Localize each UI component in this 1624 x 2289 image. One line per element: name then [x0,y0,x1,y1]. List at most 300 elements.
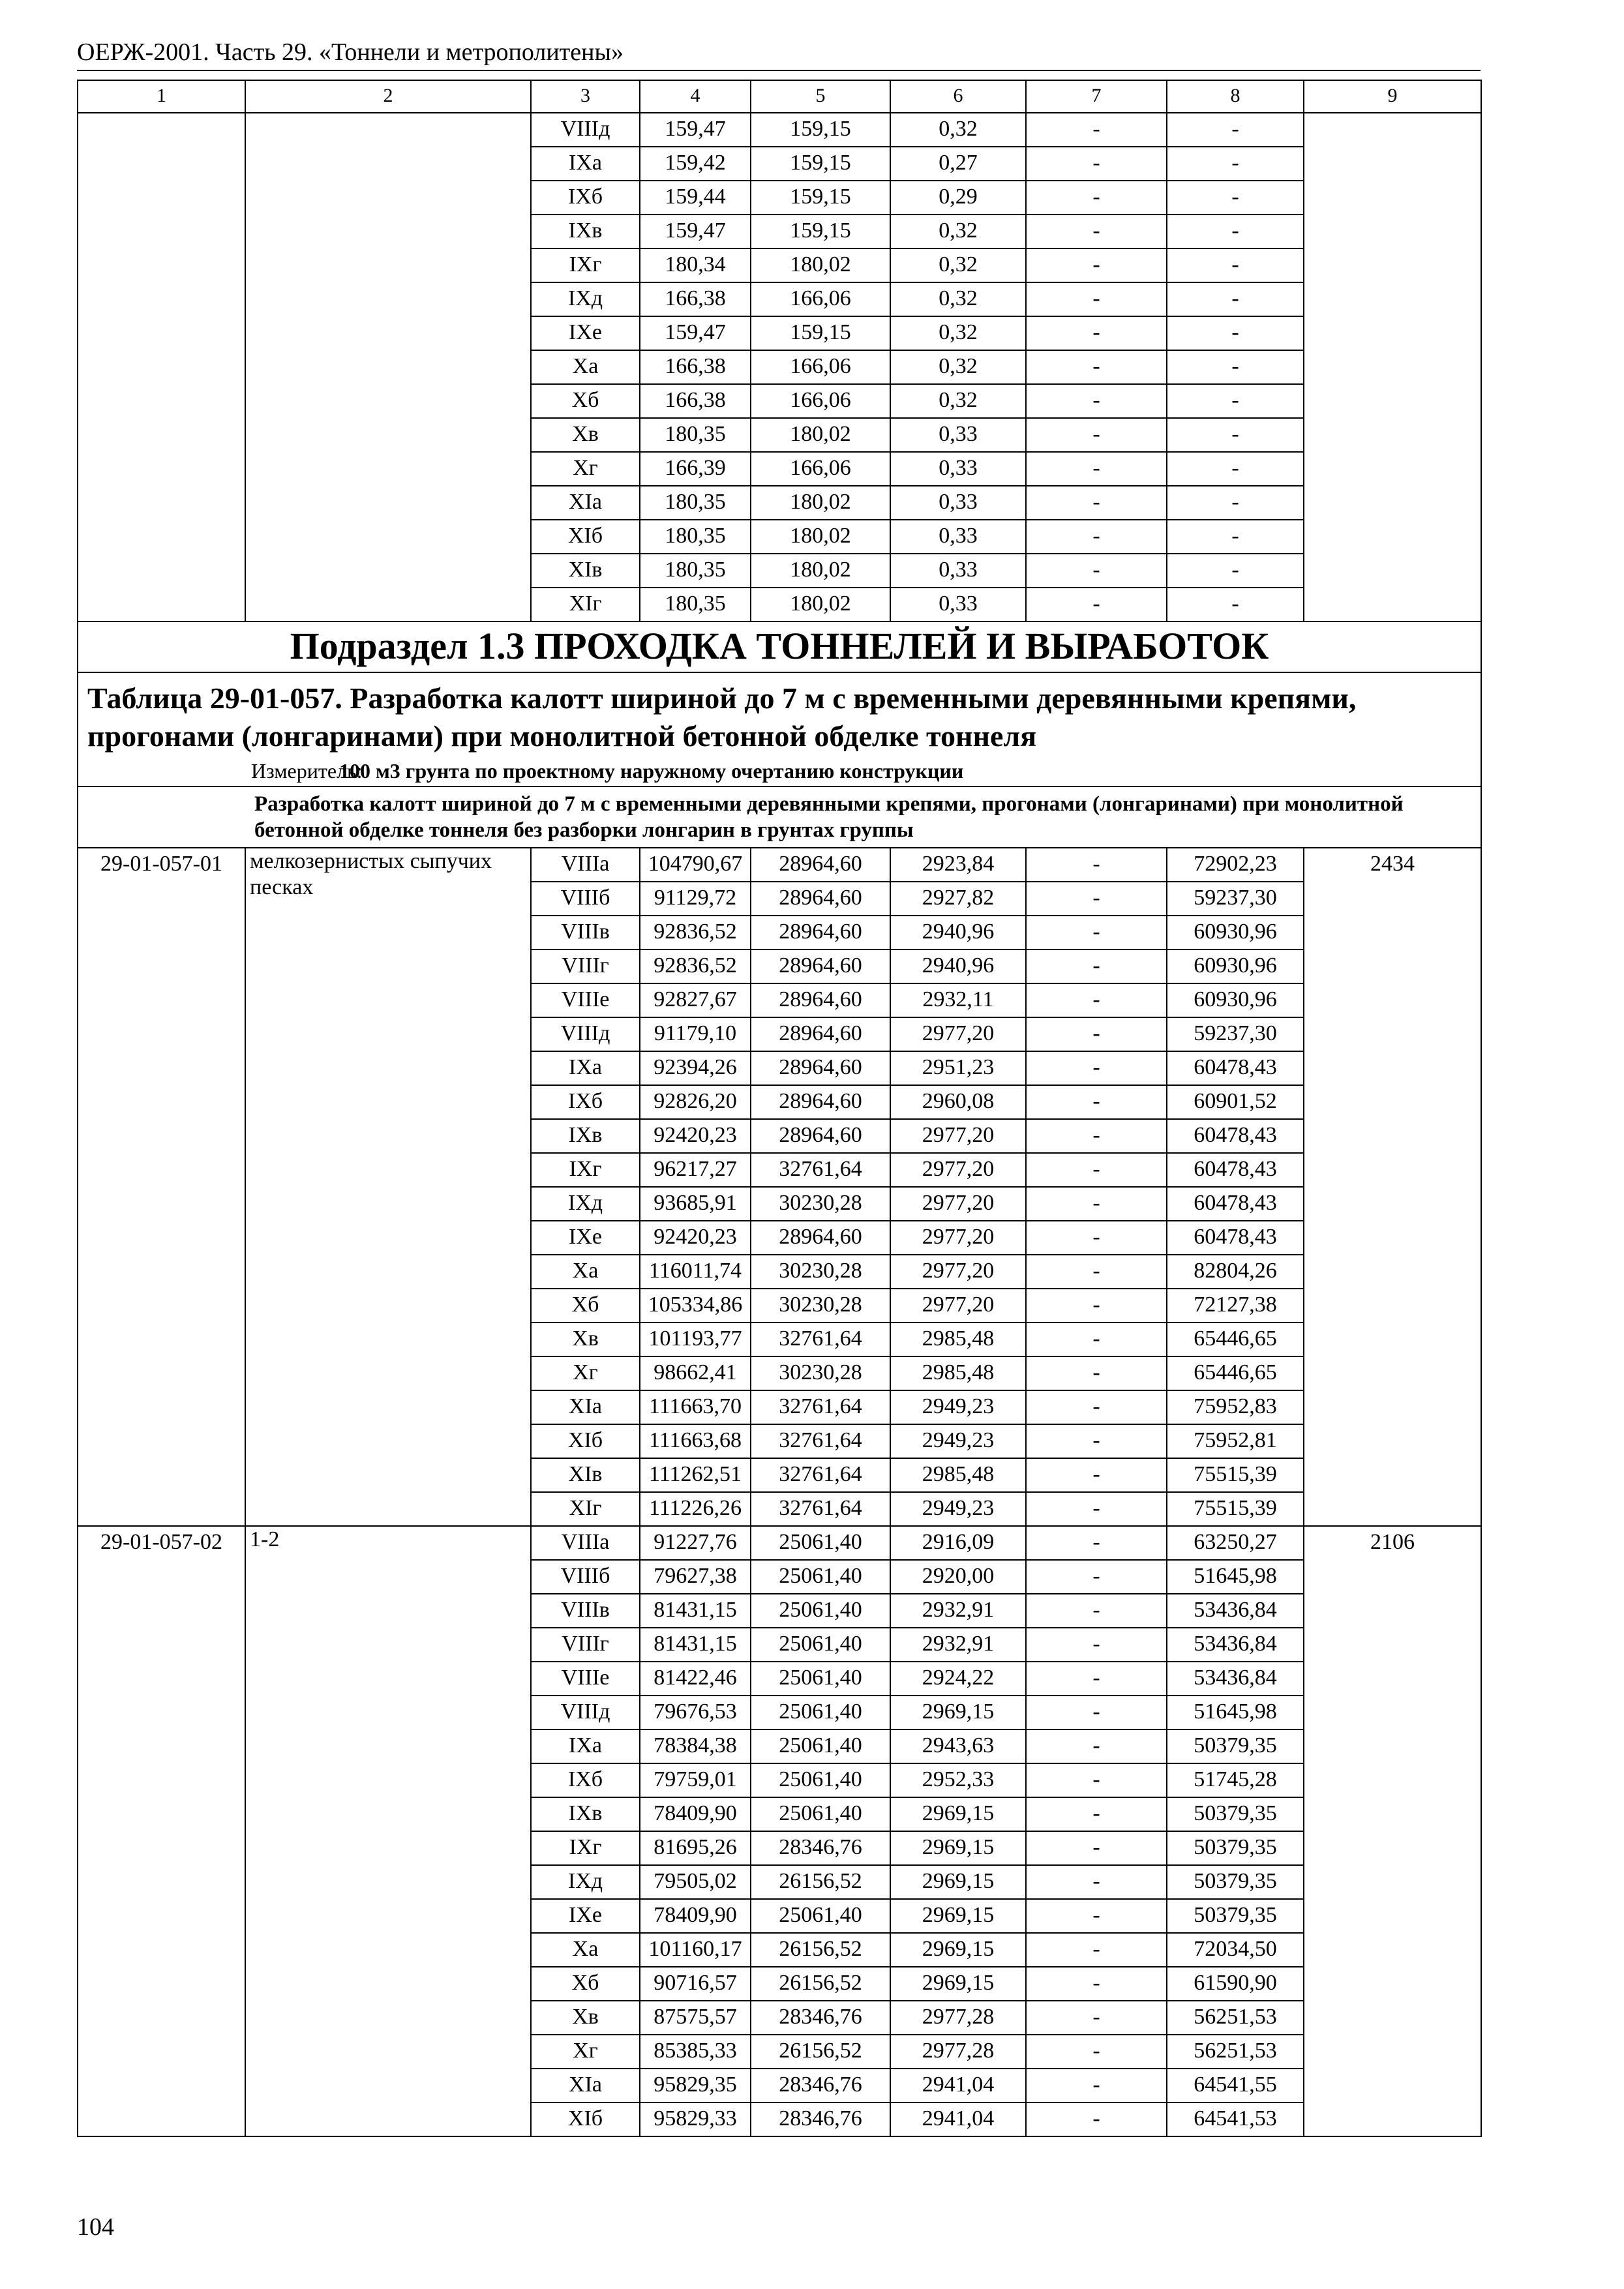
value-cell: 111663,68 [640,1424,751,1458]
value-cell: 25061,40 [751,1696,890,1729]
value-cell: 180,34 [640,248,751,282]
value-cell: 51645,98 [1167,1696,1304,1729]
value-cell: 53436,84 [1167,1594,1304,1628]
value-cell: - [1167,316,1304,350]
value-cell: 28964,60 [751,882,890,916]
value-cell: Xб [531,1967,640,2001]
value-cell: - [1167,588,1304,621]
value-cell: 28964,60 [751,1119,890,1153]
value-cell: 28346,76 [751,2102,890,2136]
value-cell: 2920,00 [890,1560,1026,1594]
table-row [78,848,1481,882]
value-cell: - [1026,248,1167,282]
value-cell: 2977,20 [890,1221,1026,1255]
value-cell: 59237,30 [1167,1017,1304,1051]
value-cell: 2969,15 [890,1967,1026,2001]
value-cell: 28964,60 [751,950,890,983]
value-cell: 166,38 [640,384,751,418]
value-cell: 28964,60 [751,983,890,1017]
value-cell: - [1026,882,1167,916]
value-cell: 65446,65 [1167,1323,1304,1356]
value-cell: 105334,86 [640,1289,751,1323]
value-cell: - [1026,215,1167,248]
value-cell: IXв [531,1119,640,1153]
value-cell: VIIIд [531,1017,640,1051]
value-cell: 61590,90 [1167,1967,1304,2001]
value-cell: IXг [531,1831,640,1865]
value-cell: 180,02 [751,588,890,621]
value-cell: 32761,64 [751,1323,890,1356]
value-cell: 28964,60 [751,1085,890,1119]
value-cell: - [1026,1221,1167,1255]
value-cell: Xа [531,1933,640,1967]
measure-value: 100 м3 грунта по проектному наружному очертанию конструкции [339,759,964,783]
rates-table [77,80,1482,2137]
value-cell: 159,47 [640,215,751,248]
value-cell: - [1026,1051,1167,1085]
value-cell: - [1167,248,1304,282]
value-cell: 64541,55 [1167,2069,1304,2102]
value-cell: 0,32 [890,248,1026,282]
code-cell: 29-01-057-01 [78,848,245,1526]
value-cell: 32761,64 [751,1424,890,1458]
value-cell: 25061,40 [751,1899,890,1933]
value-cell: 2977,20 [890,1289,1026,1323]
value-cell: Xв [531,418,640,452]
value-cell: 28964,60 [751,1221,890,1255]
value-cell: 79627,38 [640,1560,751,1594]
value-cell: XIв [531,554,640,588]
column-number-cell: 3 [531,80,640,113]
value-cell: Xг [531,1356,640,1390]
value-cell: - [1167,147,1304,181]
value-cell: 2916,09 [890,1526,1026,1560]
value-cell: 60930,96 [1167,916,1304,950]
value-cell: 2952,33 [890,1763,1026,1797]
value-cell: 180,35 [640,486,751,520]
value-cell: 26156,52 [751,1933,890,1967]
value-cell: - [1026,554,1167,588]
value-cell: - [1026,1933,1167,1967]
value-cell: - [1026,1662,1167,1696]
value-cell: 159,15 [751,316,890,350]
column-number-cell: 7 [1026,80,1167,113]
column-number-cell: 8 [1167,80,1304,113]
value-cell: IXб [531,1085,640,1119]
value-cell: 0,32 [890,215,1026,248]
column-number-cell: 6 [890,80,1026,113]
value-cell: 25061,40 [751,1763,890,1797]
col9-cell: 2434 [1304,848,1481,1526]
value-cell: XIа [531,2069,640,2102]
value-cell: 26156,52 [751,1967,890,2001]
name-cell-empty [245,113,531,621]
value-cell: 2943,63 [890,1729,1026,1763]
value-cell: Xв [531,1323,640,1356]
value-cell: - [1026,418,1167,452]
value-cell: - [1026,1187,1167,1221]
value-cell: IXе [531,316,640,350]
value-cell: 0,33 [890,588,1026,621]
value-cell: 101160,17 [640,1933,751,1967]
value-cell: - [1026,1696,1167,1729]
value-cell: 0,32 [890,282,1026,316]
value-cell: 2924,22 [890,1662,1026,1696]
value-cell: IXа [531,1051,640,1085]
value-cell: VIIIг [531,1628,640,1662]
value-cell: VIIIб [531,882,640,916]
value-cell: 166,06 [751,350,890,384]
value-cell: 79676,53 [640,1696,751,1729]
value-cell: 95829,33 [640,2102,751,2136]
name-cell: 1-2 [245,1526,531,2136]
value-cell: 63250,27 [1167,1526,1304,1560]
value-cell: - [1167,452,1304,486]
value-cell: 2932,91 [890,1594,1026,1628]
value-cell: 2969,15 [890,1933,1026,1967]
value-cell: 0,32 [890,384,1026,418]
value-cell: Xв [531,2001,640,2035]
value-cell: 75952,81 [1167,1424,1304,1458]
value-cell: 2977,28 [890,2035,1026,2069]
table-title-row [78,672,1481,758]
value-cell: - [1026,1831,1167,1865]
value-cell: IXе [531,1221,640,1255]
value-cell: - [1026,486,1167,520]
value-cell: - [1026,1628,1167,1662]
value-cell: - [1026,1763,1167,1797]
value-cell: VIIIе [531,983,640,1017]
value-cell: 166,39 [640,452,751,486]
value-cell: - [1167,181,1304,215]
value-cell: - [1026,1085,1167,1119]
value-cell: 101193,77 [640,1323,751,1356]
header-rule [77,70,1481,71]
value-cell: - [1026,316,1167,350]
value-cell: - [1026,2001,1167,2035]
value-cell: - [1026,1492,1167,1526]
value-cell: - [1026,147,1167,181]
value-cell: 92394,26 [640,1051,751,1085]
value-cell: 116011,74 [640,1255,751,1289]
value-cell: - [1026,1119,1167,1153]
value-cell: XIа [531,1390,640,1424]
value-cell: 180,35 [640,418,751,452]
value-cell: 81431,15 [640,1594,751,1628]
value-cell: 28346,76 [751,1831,890,1865]
value-cell: 60901,52 [1167,1085,1304,1119]
value-cell: 91179,10 [640,1017,751,1051]
measure-row [78,758,1481,786]
value-cell: 104790,67 [640,848,751,882]
value-cell: IXв [531,215,640,248]
value-cell: Xг [531,452,640,486]
value-cell: 180,02 [751,554,890,588]
value-cell: 85385,33 [640,2035,751,2069]
value-cell: IXа [531,147,640,181]
value-cell: 2977,28 [890,2001,1026,2035]
value-cell: - [1026,1560,1167,1594]
value-cell: 2932,91 [890,1628,1026,1662]
value-cell: 180,02 [751,486,890,520]
value-cell: - [1026,1458,1167,1492]
value-cell: 180,35 [640,520,751,554]
value-cell: 166,06 [751,384,890,418]
value-cell: 92826,20 [640,1085,751,1119]
value-cell: - [1026,1356,1167,1390]
value-cell: 30230,28 [751,1289,890,1323]
value-cell: 26156,52 [751,2035,890,2069]
value-cell: 159,44 [640,181,751,215]
value-cell: 50379,35 [1167,1865,1304,1899]
value-cell: - [1167,554,1304,588]
value-cell: 2977,20 [890,1017,1026,1051]
value-cell: 2977,20 [890,1119,1026,1153]
column-number-row [78,80,1481,113]
value-cell: 53436,84 [1167,1662,1304,1696]
page-header-title: ОЕРЖ-2001. Часть 29. «Тоннели и метрополитены» [77,38,624,66]
value-cell: XIб [531,1424,640,1458]
value-cell: - [1026,2069,1167,2102]
subsection-row [78,621,1481,672]
value-cell: 2923,84 [890,848,1026,882]
value-cell: Xб [531,1289,640,1323]
value-cell: 32761,64 [751,1153,890,1187]
value-cell: 30230,28 [751,1255,890,1289]
value-cell: - [1026,1323,1167,1356]
group-description: Разработка калотт шириной до 7 м с временными деревянными крепями, прогонами (лонгаринами) при монолитной бетонной обделке тоннеля без разборки лонгарин в грунтах группы [78,786,1481,848]
value-cell: 32761,64 [751,1492,890,1526]
value-cell: 2949,23 [890,1492,1026,1526]
value-cell: - [1026,1526,1167,1560]
value-cell: 0,27 [890,147,1026,181]
value-cell: 166,06 [751,282,890,316]
value-cell: 91129,72 [640,882,751,916]
value-cell: 56251,53 [1167,2001,1304,2035]
value-cell: 91227,76 [640,1526,751,1560]
value-cell: - [1167,350,1304,384]
value-cell: 51645,98 [1167,1560,1304,1594]
value-cell: 30230,28 [751,1187,890,1221]
column-number-cell: 2 [245,80,531,113]
value-cell: IXд [531,1865,640,1899]
value-cell: 25061,40 [751,1526,890,1560]
value-cell: 159,15 [751,147,890,181]
value-cell: 2985,48 [890,1458,1026,1492]
col9-cell: 2106 [1304,1526,1481,2136]
value-cell: 25061,40 [751,1662,890,1696]
value-cell: IXб [531,181,640,215]
value-cell: 26156,52 [751,1865,890,1899]
value-cell: - [1026,1797,1167,1831]
value-cell: 0,32 [890,113,1026,147]
column-number-cell: 1 [78,80,245,113]
value-cell: VIIIа [531,1526,640,1560]
value-cell: XIа [531,486,640,520]
subsection-title: Подраздел 1.3 ПРОХОДКА ТОННЕЛЕЙ И ВЫРАБОТОК [78,621,1481,672]
value-cell: - [1026,1899,1167,1933]
value-cell: - [1026,2102,1167,2136]
value-cell: 2985,48 [890,1323,1026,1356]
value-cell: 180,02 [751,418,890,452]
value-cell: 79505,02 [640,1865,751,1899]
value-cell: 166,06 [751,452,890,486]
value-cell: 30230,28 [751,1356,890,1390]
value-cell: 2949,23 [890,1424,1026,1458]
value-cell: - [1167,384,1304,418]
value-cell: - [1026,588,1167,621]
value-cell: 166,38 [640,350,751,384]
value-cell: 159,15 [751,181,890,215]
value-cell: 75952,83 [1167,1390,1304,1424]
value-cell: XIг [531,588,640,621]
value-cell: VIIIд [531,1696,640,1729]
value-cell: 159,47 [640,316,751,350]
value-cell: - [1167,215,1304,248]
value-cell: 0,32 [890,350,1026,384]
value-cell: 0,33 [890,554,1026,588]
rates-table-body [78,80,1481,2136]
value-cell: - [1026,384,1167,418]
value-cell: 72902,23 [1167,848,1304,882]
value-cell: 81422,46 [640,1662,751,1696]
value-cell: 32761,64 [751,1458,890,1492]
column-number-cell: 9 [1304,80,1481,113]
value-cell: - [1167,418,1304,452]
value-cell: 2977,20 [890,1255,1026,1289]
value-cell: 25061,40 [751,1797,890,1831]
value-cell: 2940,96 [890,916,1026,950]
value-cell: 92836,52 [640,950,751,983]
value-cell: 25061,40 [751,1628,890,1662]
value-cell: - [1026,1289,1167,1323]
value-cell: 2927,82 [890,882,1026,916]
value-cell: 2969,15 [890,1831,1026,1865]
value-cell: 25061,40 [751,1560,890,1594]
value-cell: 2932,11 [890,983,1026,1017]
value-cell: 75515,39 [1167,1492,1304,1526]
value-cell: 180,35 [640,554,751,588]
value-cell: VIIIд [531,113,640,147]
value-cell: 0,33 [890,486,1026,520]
value-cell: - [1026,950,1167,983]
value-cell: XIб [531,520,640,554]
value-cell: 28346,76 [751,2069,890,2102]
value-cell: - [1167,486,1304,520]
value-cell: 2960,08 [890,1085,1026,1119]
value-cell: 180,02 [751,248,890,282]
value-cell: 2949,23 [890,1390,1026,1424]
value-cell: IXд [531,282,640,316]
value-cell: 50379,35 [1167,1899,1304,1933]
value-cell: Xб [531,384,640,418]
measure-cell [78,758,1481,786]
value-cell: VIIIг [531,950,640,983]
value-cell: - [1026,350,1167,384]
value-cell: 2941,04 [890,2102,1026,2136]
value-cell: - [1026,1255,1167,1289]
table-row [78,1526,1481,1560]
value-cell: - [1026,916,1167,950]
group-description-row [78,786,1481,848]
value-cell: 60930,96 [1167,950,1304,983]
value-cell: - [1026,2035,1167,2069]
measure-label: Измеритель: [251,759,363,783]
value-cell: - [1026,1390,1167,1424]
table-row [78,113,1481,147]
value-cell: 111663,70 [640,1390,751,1424]
value-cell: 60478,43 [1167,1153,1304,1187]
value-cell: 25061,40 [751,1594,890,1628]
value-cell: XIв [531,1458,640,1492]
value-cell: 2969,15 [890,1696,1026,1729]
column-number-cell: 4 [640,80,751,113]
value-cell: 159,15 [751,113,890,147]
value-cell: 78409,90 [640,1797,751,1831]
value-cell: - [1026,1729,1167,1763]
value-cell: 56251,53 [1167,2035,1304,2069]
value-cell: 95829,35 [640,2069,751,2102]
value-cell: 96217,27 [640,1153,751,1187]
col9-cell-empty [1304,113,1481,621]
value-cell: IXг [531,1153,640,1187]
value-cell: 81695,26 [640,1831,751,1865]
value-cell: 87575,57 [640,2001,751,2035]
value-cell: 72034,50 [1167,1933,1304,1967]
value-cell: 60930,96 [1167,983,1304,1017]
value-cell: - [1167,113,1304,147]
value-cell: 2969,15 [890,1797,1026,1831]
value-cell: 28346,76 [751,2001,890,2035]
value-cell: - [1026,452,1167,486]
value-cell: IXв [531,1797,640,1831]
value-cell: - [1026,1967,1167,2001]
value-cell: 2940,96 [890,950,1026,983]
value-cell: IXе [531,1899,640,1933]
value-cell: - [1026,113,1167,147]
value-cell: 0,33 [890,452,1026,486]
column-number-cell: 5 [751,80,890,113]
value-cell: 2969,15 [890,1865,1026,1899]
value-cell: 2941,04 [890,2069,1026,2102]
value-cell: - [1026,983,1167,1017]
value-cell: Xа [531,1255,640,1289]
value-cell: 180,35 [640,588,751,621]
value-cell: 111226,26 [640,1492,751,1526]
value-cell: 28964,60 [751,916,890,950]
value-cell: Xа [531,350,640,384]
page-header [77,36,1481,71]
value-cell: 2969,15 [890,1899,1026,1933]
value-cell: XIг [531,1492,640,1526]
name-cell: мелкозернистых сыпучих песках [245,848,531,1526]
value-cell: 0,32 [890,316,1026,350]
value-cell: - [1026,181,1167,215]
value-cell: 0,33 [890,418,1026,452]
value-cell: 92420,23 [640,1119,751,1153]
value-cell: VIIIб [531,1560,640,1594]
value-cell: - [1026,1865,1167,1899]
value-cell: - [1026,1153,1167,1187]
value-cell: 32761,64 [751,1390,890,1424]
value-cell: 53436,84 [1167,1628,1304,1662]
value-cell: 166,38 [640,282,751,316]
value-cell: 90716,57 [640,1967,751,2001]
value-cell: VIIIв [531,916,640,950]
value-cell: - [1167,520,1304,554]
value-cell: 111262,51 [640,1458,751,1492]
value-cell: - [1026,520,1167,554]
